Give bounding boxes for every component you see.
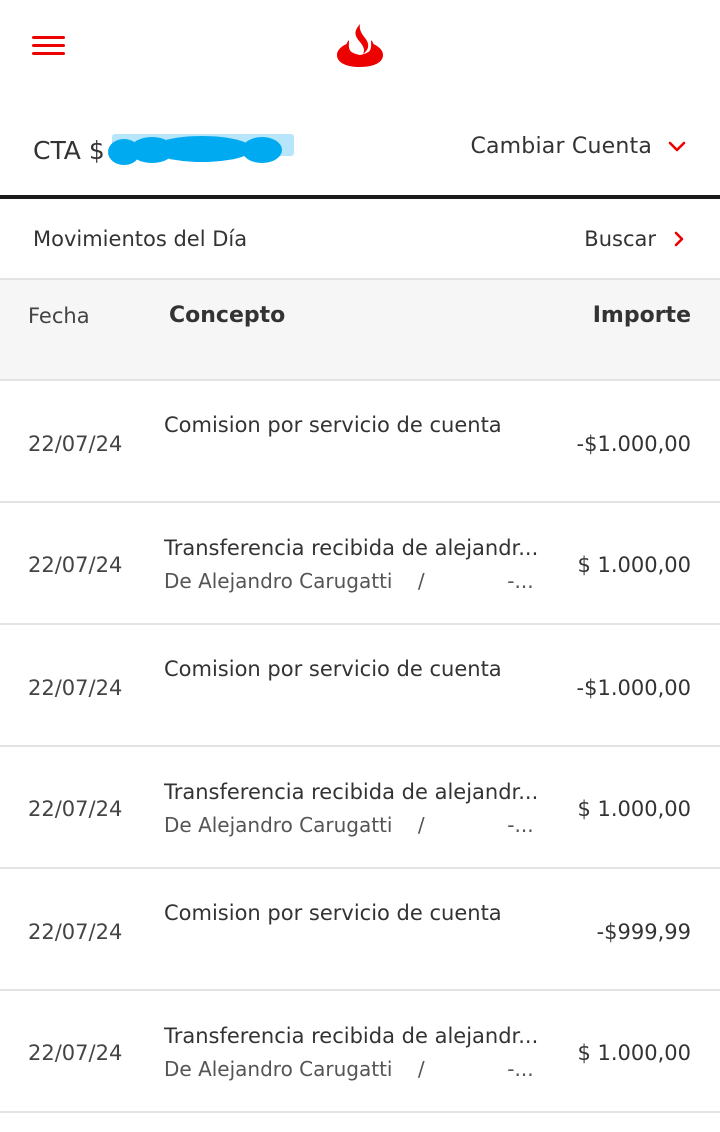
row-amount: -$1.000,00 bbox=[576, 432, 691, 456]
row-concept: Comision por servicio de cuenta bbox=[164, 413, 502, 437]
chevron-down-icon bbox=[668, 141, 686, 153]
row-date: 22/07/24 bbox=[28, 553, 123, 577]
search-label: Buscar bbox=[584, 227, 656, 251]
change-account-label: Cambiar Cuenta bbox=[470, 134, 652, 159]
column-header-fecha: Fecha bbox=[28, 304, 90, 328]
change-account-button[interactable] bbox=[470, 134, 686, 159]
row-amount: -$1.000,00 bbox=[576, 676, 691, 700]
row-date: 22/07/24 bbox=[28, 920, 123, 944]
redacted-account-number bbox=[102, 132, 294, 168]
section-title: Movimientos del Día bbox=[33, 227, 248, 251]
top-bar bbox=[0, 0, 720, 100]
table-row[interactable] bbox=[0, 869, 720, 991]
table-header bbox=[0, 278, 720, 381]
search-button[interactable] bbox=[584, 227, 684, 251]
row-subtitle: De Alejandro Carugatti / -... bbox=[164, 813, 534, 837]
column-header-concepto: Concepto bbox=[169, 303, 286, 328]
table-row[interactable] bbox=[0, 625, 720, 747]
row-concept: Comision por servicio de cuenta bbox=[164, 901, 502, 925]
row-date: 22/07/24 bbox=[28, 676, 123, 700]
santander-flame-logo[interactable] bbox=[335, 22, 385, 68]
table-row[interactable] bbox=[0, 991, 720, 1113]
table-row[interactable] bbox=[0, 503, 720, 625]
row-date: 22/07/24 bbox=[28, 432, 123, 456]
row-concept: Comision por servicio de cuenta bbox=[164, 657, 502, 681]
row-subtitle: De Alejandro Carugatti / -... bbox=[164, 569, 534, 593]
row-amount: $ 1.000,00 bbox=[577, 797, 691, 821]
row-amount: $ 1.000,00 bbox=[577, 1041, 691, 1065]
table-row[interactable] bbox=[0, 747, 720, 869]
row-concept: Transferencia recibida de alejandr... bbox=[164, 1024, 539, 1048]
row-amount: $ 1.000,00 bbox=[577, 553, 691, 577]
row-amount: -$999,99 bbox=[596, 920, 691, 944]
hamburger-menu-icon[interactable] bbox=[32, 34, 66, 58]
chevron-right-icon bbox=[674, 231, 684, 247]
row-date: 22/07/24 bbox=[28, 1041, 123, 1065]
column-header-importe: Importe bbox=[592, 303, 691, 328]
row-date: 22/07/24 bbox=[28, 797, 123, 821]
row-concept: Transferencia recibida de alejandr... bbox=[164, 536, 539, 560]
table-row[interactable] bbox=[0, 381, 720, 503]
row-subtitle: De Alejandro Carugatti / -... bbox=[164, 1057, 534, 1081]
row-concept: Transferencia recibida de alejandr... bbox=[164, 780, 539, 804]
account-label: CTA $ bbox=[33, 136, 105, 165]
